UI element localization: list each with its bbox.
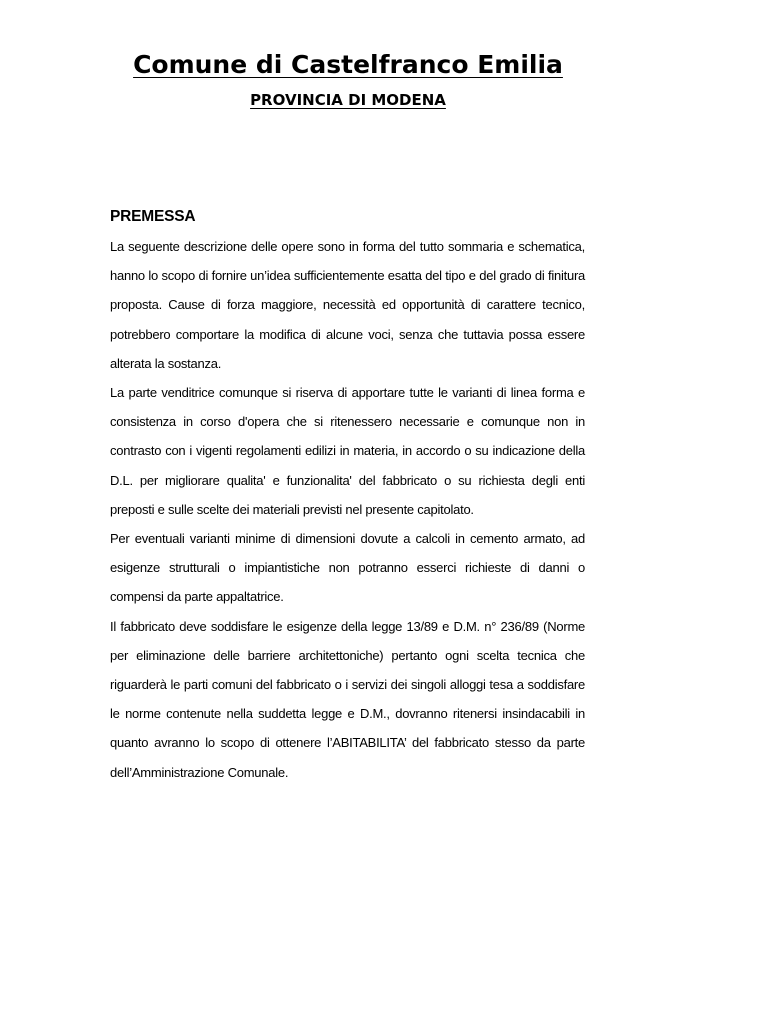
section-heading: PREMESSA: [110, 208, 196, 225]
document-title-text: Comune di Castelfranco Emilia: [133, 50, 563, 79]
paragraph: Per eventuali varianti minime di dimensioni dovute a calcoli in cemento armato, ad esigenze strutturali o impiantistiche non potranno esserci richieste di danni o compensi da parte appaltatrice.: [110, 531, 585, 605]
document-title: [0, 48, 696, 82]
paragraph: La seguente descrizione delle opere sono in forma del tutto sommaria e schematica, hanno lo scopo di fornire un’idea sufficientemente esatta del tipo e del grado di finitura proposta. Cause di forza maggiore, necessità ed opportunità di carattere tecnico, potrebbero comportare la modifica di alcune voci, senza che tuttavia possa essere alterata la sostanza.: [110, 239, 585, 371]
paragraph: La parte venditrice comunque si riserva di apportare tutte le varianti di linea forma e consistenza in corso d'opera che si ritenessero necessarie e comunque non in contrasto con i vigenti regolamenti edilizi in materia, in accordo o su indicazione della D.L. per migliorare qualita' e funzionalita' del fabbricato o su richiesta degli enti preposti e sulle scelte dei materiali previsti nel presente capitolato.: [110, 385, 585, 517]
section-body: [110, 232, 585, 787]
document-subtitle-text: PROVINCIA DI MODENA: [250, 91, 446, 109]
paragraph: Il fabbricato deve soddisfare le esigenze della legge 13/89 e D.M. n° 236/89 (Norme per eliminazione delle barriere architettoniche) pertanto ogni scelta tecnica che riguarderà le parti comuni del fabbricato o i servizi dei singoli alloggi tesa a soddisfare le norme contenute nella suddetta legge e D.M., dovranno ritenersi insindacabili in quanto avranno lo scopo di ottenere l’ABITABILITA’ del fabbricato stesso da parte dell’Amministrazione Comunale.: [110, 618, 585, 780]
document-subtitle: [0, 90, 696, 110]
